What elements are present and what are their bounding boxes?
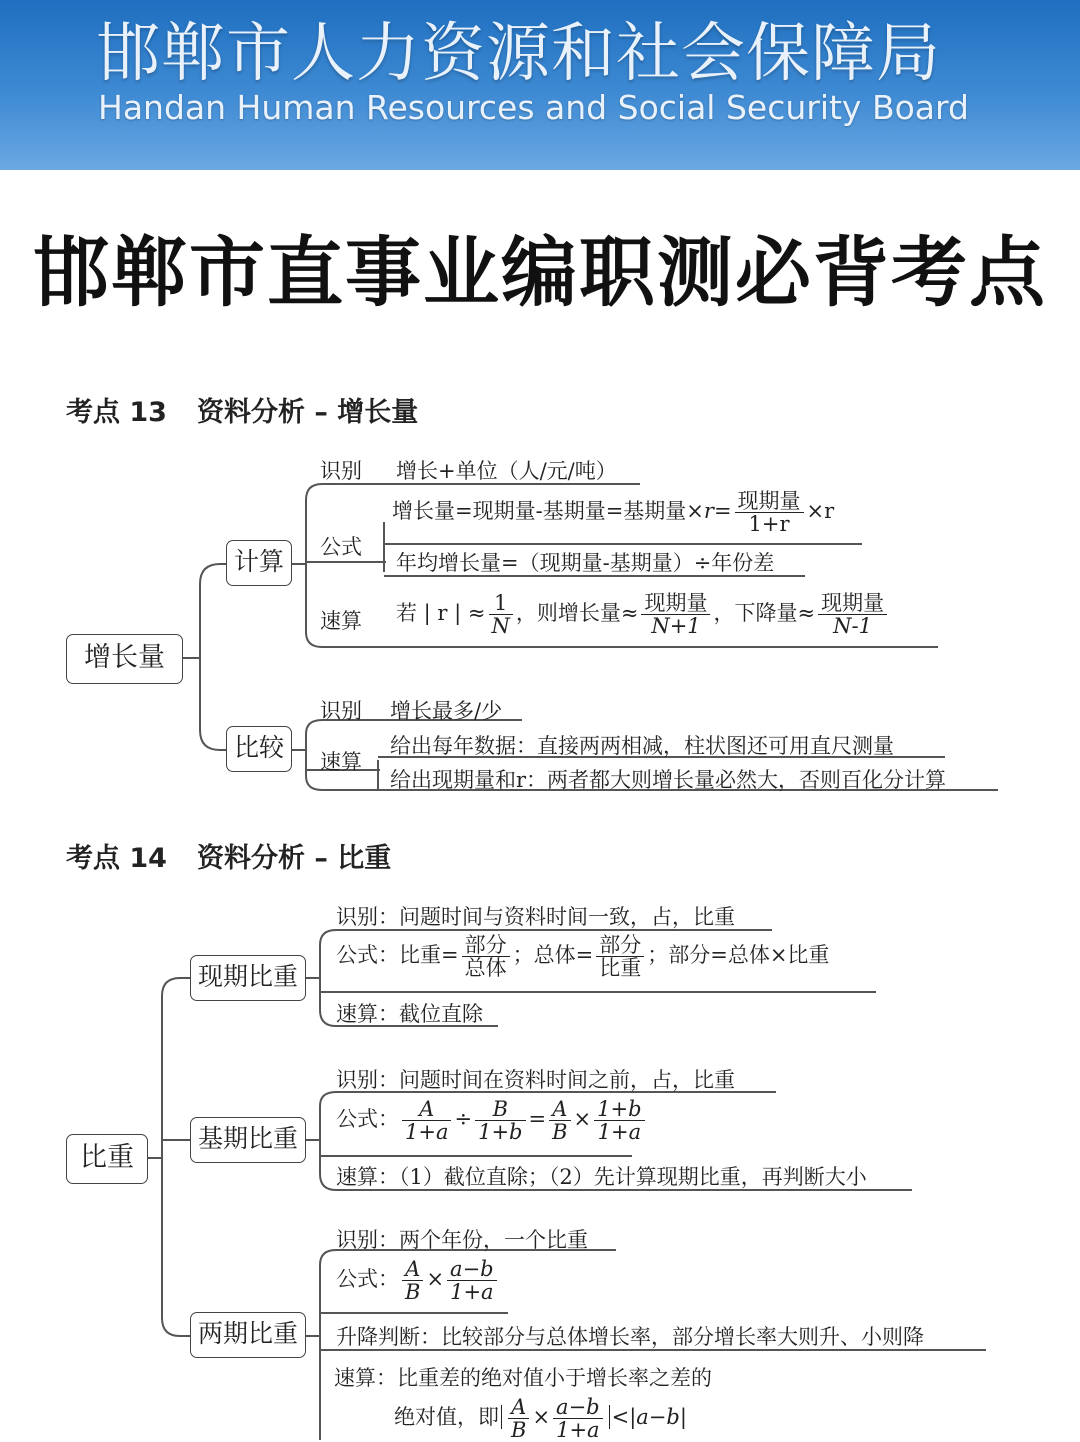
two-quick-2: 绝对值，即 $\frac{A}{B}$ × $\frac{a-b}{1+a}$ <|a−b| (394, 1395, 687, 1442)
calc-formula-label: 公式 (320, 535, 362, 559)
calc-formula-2: 年均增长量=（现期量-基期量）÷年份差 (396, 551, 775, 575)
current-formula: 公式：比重= $\frac{\text{部分}}{\text{总体}}$ ；总体= $\frac{\text{部分}}{\text{比重}}$ ；部分=总体×比重 (336, 933, 830, 981)
base-quick: 速算：（1）截位直除；（2）先计算现期比重，再判断大小 (336, 1165, 867, 1189)
node-current-share: 现期比重 (190, 955, 306, 1001)
two-quick-1: 速算：比重差的绝对值小于增长率之差的 (334, 1366, 712, 1390)
two-formula: 公式： $\frac{A}{B}$ × $\frac{a-b}{1+a}$ (336, 1258, 500, 1303)
node-base-share: 基期比重 (190, 1117, 306, 1163)
calc-quick-text: 若 | r | ≈ $\frac{1}{N}$ ，则增长量≈ $\frac{\text{现期量}}{N+1}$ ，下降量≈ $\frac{\text{现期量}}{N-1}$ (396, 592, 890, 637)
current-quick: 速算：截位直除 (336, 1002, 483, 1026)
calc-identify-label: 识别 (320, 459, 362, 483)
page-title: 邯郸市直事业编职测必背考点 (33, 228, 1047, 317)
banner-chinese-name: 邯郸市人力资源和社会保障局 (96, 17, 941, 91)
base-formula: 公式： $\frac{A}{1+a}$ ÷ $\frac{B}{1+b}$ = $\frac{A}{B}$ × $\frac{1+b}{1+a}$ (336, 1098, 648, 1143)
two-identify: 识别：两个年份，一个比重 (336, 1228, 588, 1252)
compare-quick-1: 给出每年数据：直接两两相减，柱状图还可用直尺测量 (390, 734, 894, 758)
node-two-period-share: 两期比重 (190, 1312, 306, 1358)
calc-identify-text: 增长+单位（人/元/吨） (396, 459, 617, 483)
calc-quick-label: 速算 (320, 609, 362, 633)
connector-growth-root (183, 564, 226, 750)
node-calc: 计算 (226, 540, 292, 586)
compare-identify-label: 识别 (320, 699, 362, 723)
compare-quick-label: 速算 (320, 750, 362, 774)
node-share: 比重 (66, 1134, 148, 1184)
current-identify: 识别：问题时间与资料时间一致，占，比重 (336, 905, 735, 929)
two-judge: 升降判断：比较部分与总体增长率，部分增长率大则升、小则降 (336, 1325, 924, 1349)
section-14-title: 考点 14 资料分析 – 比重 (66, 843, 392, 874)
node-growth: 增长量 (66, 634, 183, 684)
node-compare: 比较 (226, 726, 292, 772)
compare-identify-text: 增长最多/少 (390, 699, 503, 723)
compare-quick-2: 给出现期量和r：两者都大则增长量必然大，否则百化分计算 (390, 768, 947, 792)
banner-english-name: Handan Human Resources and Social Security Board (98, 88, 969, 127)
connector-share-root (148, 978, 190, 1336)
calc-formula-1: 增长量=现期量-基期量=基期量×r= $\frac{\text{现期量}}{1+r}$ ×r (392, 489, 835, 537)
section-13-title: 考点 13 资料分析 – 增长量 (66, 397, 419, 428)
base-identify: 识别：问题时间在资料时间之前，占，比重 (336, 1068, 735, 1092)
